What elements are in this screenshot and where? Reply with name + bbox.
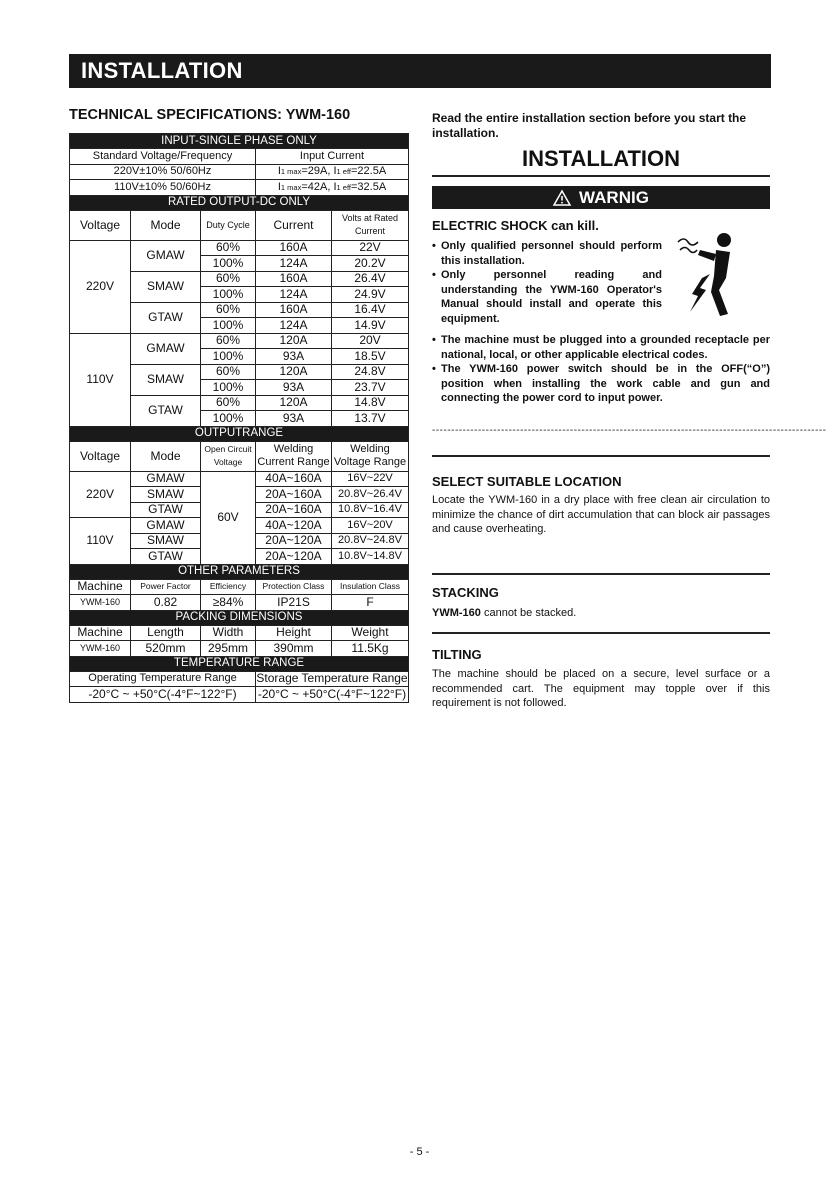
- table-cell: 20A~120A: [256, 533, 332, 549]
- voltage-cell: 220V: [70, 240, 131, 333]
- divider: [432, 573, 770, 575]
- table-cell: SMAW: [131, 487, 201, 503]
- table-cell: 124A: [256, 287, 332, 303]
- column-header: Voltage: [70, 441, 131, 471]
- table-cell: 20A~160A: [256, 487, 332, 503]
- warning-bullet: • The machine must be plugged into a grounded receptacle per national, local, or other applicable electrical codes.: [432, 333, 770, 362]
- table-cell: 160A: [256, 302, 332, 318]
- table-row: [70, 426, 409, 441]
- table-cell: 11.5Kg: [332, 641, 409, 657]
- table-row: [70, 149, 409, 165]
- column-header: Height: [256, 625, 332, 641]
- table-cell: 10.8V~14.8V: [332, 549, 409, 565]
- table-cell: ≥84%: [201, 595, 256, 611]
- table-cell: 14.8V: [332, 395, 409, 411]
- page-banner: INSTALLATION: [69, 54, 771, 88]
- column-header: Voltage: [70, 210, 131, 240]
- table-cell: 93A: [256, 380, 332, 396]
- voltage-cell: 110V: [70, 333, 131, 426]
- table-cell: YWM-160: [70, 595, 131, 611]
- table-row: [70, 471, 409, 487]
- table-cell: 520mm: [131, 641, 201, 657]
- table-cell: 100%: [201, 287, 256, 303]
- divider: [432, 632, 770, 634]
- table-cell: 60%: [201, 271, 256, 287]
- warning-list-b: [432, 333, 770, 406]
- table-cell: 93A: [256, 349, 332, 365]
- table-cell: 120A: [256, 395, 332, 411]
- table-row: [70, 671, 409, 687]
- table-cell: 22V: [332, 240, 409, 256]
- section-header: PACKING DIMENSIONS: [70, 610, 409, 625]
- table-row: [70, 656, 409, 671]
- voltage-cell: 110V: [70, 518, 131, 565]
- section-header: RATED OUTPUT-DC ONLY: [70, 195, 409, 210]
- column-header: Machine: [70, 579, 131, 595]
- column-header: Mode: [131, 210, 201, 240]
- column-header: Protection Class: [256, 579, 332, 595]
- table-cell: 16.4V: [332, 302, 409, 318]
- table-cell: 20A~120A: [256, 549, 332, 565]
- input-current-part: =42A, I: [301, 180, 337, 193]
- dashed-separator: -------------------------------------------------------------------------------------------------------: [432, 425, 827, 436]
- table-cell: 124A: [256, 256, 332, 272]
- input-current-cell: [256, 164, 409, 180]
- stacking-sentence: cannot be stacked.: [480, 607, 577, 619]
- table-row: [70, 180, 409, 196]
- table-cell: 20A~160A: [256, 502, 332, 518]
- mode-cell: SMAW: [131, 364, 201, 395]
- warning-list-a: [432, 239, 662, 326]
- column-header: Storage Temperature Range: [256, 671, 408, 686]
- table-cell: 40A~120A: [256, 518, 332, 534]
- table-cell: 20.2V: [332, 256, 409, 272]
- divider: [432, 175, 770, 177]
- mode-cell: GTAW: [131, 302, 201, 333]
- table-cell: 18.5V: [332, 349, 409, 365]
- column-header: Operating Temperature Range: [70, 671, 256, 687]
- table-cell: 24.8V: [332, 364, 409, 380]
- table-cell: 93A: [256, 411, 332, 427]
- table-cell: -20°C ~ +50°C(-4°F~122°F): [70, 687, 256, 703]
- warning-triangle-icon: [553, 190, 571, 206]
- location-text: Locate the YWM-160 in a dry place with free clean air circulation to minimize the chance of dirt accumulation that can block air passages and cause overheating.: [432, 494, 770, 535]
- table-cell: 100%: [201, 256, 256, 272]
- table-cell: 160A: [256, 271, 332, 287]
- input-current-part: 1 eff: [336, 182, 351, 192]
- input-current-part: 1 max: [280, 167, 302, 177]
- column-header: Width: [201, 625, 256, 641]
- intro-text: Read the entire installation section before you start the installation.: [432, 111, 747, 140]
- mode-cell: GMAW: [131, 333, 201, 364]
- warning-bar: [432, 186, 770, 209]
- mode-cell: GMAW: [131, 240, 201, 271]
- warning-bullet: • Only qualified personnel should perform this installation.: [432, 239, 662, 268]
- table-cell: 26.4V: [332, 271, 409, 287]
- table-row: [70, 333, 409, 349]
- table-cell: 390mm: [256, 641, 332, 657]
- table-cell: 60%: [201, 364, 256, 380]
- input-current-part: I: [277, 180, 281, 193]
- table-cell: 220V±10% 50/60Hz: [70, 164, 256, 180]
- table-cell: 60%: [201, 333, 256, 349]
- column-header: Welding Current Range: [256, 441, 332, 471]
- table-row: [70, 579, 409, 595]
- table-row: [70, 134, 409, 149]
- installation-title: INSTALLATION: [521, 146, 681, 171]
- column-header: Insulation Class: [332, 579, 409, 595]
- table-cell: -20°C ~ +50°C(-4°F~122°F): [256, 687, 409, 703]
- table-cell: 40A~160A: [256, 471, 332, 487]
- column-header: Weight: [332, 625, 409, 641]
- table-cell: 10.8V~16.4V: [332, 502, 409, 518]
- table-row: [70, 625, 409, 641]
- electric-shock-hazard-icon: [672, 228, 744, 325]
- table-cell: GTAW: [131, 549, 201, 565]
- table-cell: 16V~20V: [332, 518, 409, 534]
- table-cell: IP21S: [256, 595, 332, 611]
- stacking-heading: STACKING: [432, 585, 499, 600]
- table-cell: 124A: [256, 318, 332, 334]
- tilting-heading: TILTING: [432, 647, 482, 662]
- table-cell: GMAW: [131, 471, 201, 487]
- voltage-cell: 220V: [70, 471, 131, 518]
- mode-cell: GTAW: [131, 395, 201, 426]
- input-current-part: =32.5A: [350, 180, 387, 193]
- spec-table: [69, 133, 409, 703]
- column-header: Welding Voltage Range: [332, 441, 409, 471]
- table-cell: 295mm: [201, 641, 256, 657]
- warning-label: WARNIG: [579, 187, 649, 207]
- table-cell: 60%: [201, 240, 256, 256]
- column-header: Input Current: [256, 149, 409, 165]
- table-cell: 160A: [256, 240, 332, 256]
- section-header: INPUT-SINGLE PHASE ONLY: [70, 134, 409, 149]
- divider: [432, 455, 770, 457]
- location-heading: SELECT SUITABLE LOCATION: [432, 474, 622, 489]
- table-cell: 110V±10% 50/60Hz: [70, 180, 256, 196]
- column-header: Power Factor: [131, 579, 201, 595]
- input-current-part: 1 eff: [336, 167, 351, 177]
- page-number: - 5 -: [409, 1146, 430, 1158]
- shock-heading: ELECTRIC SHOCK can kill.: [432, 218, 599, 233]
- table-row: [70, 195, 409, 210]
- table-cell: SMAW: [131, 533, 201, 549]
- column-header: Standard Voltage/Frequency: [70, 149, 256, 165]
- column-header: Mode: [131, 441, 201, 471]
- column-header: Volts at Rated Current: [332, 210, 409, 240]
- table-cell: 60%: [201, 302, 256, 318]
- table-row: [70, 564, 409, 579]
- input-current-part: =22.5A: [350, 165, 387, 178]
- table-row: [70, 441, 409, 471]
- table-cell: 120A: [256, 333, 332, 349]
- table-cell: 20.8V~26.4V: [332, 487, 409, 503]
- column-header: Efficiency: [201, 579, 256, 595]
- table-cell: 13.7V: [332, 411, 409, 427]
- table-row: [70, 595, 409, 611]
- table-cell: YWM-160: [70, 641, 131, 657]
- section-header: TEMPERATURE RANGE: [70, 656, 409, 671]
- table-cell: 100%: [201, 349, 256, 365]
- stacking-text: [432, 606, 770, 621]
- warning-bullet: • The YWM-160 power switch should be in the OFF(“O”) position when installing the work cable and gun and connecting the power cord to input power.: [432, 362, 770, 406]
- table-row: [70, 240, 409, 256]
- column-header: Duty Cycle: [201, 210, 256, 240]
- table-cell: GTAW: [131, 502, 201, 518]
- column-header: Machine: [70, 625, 131, 641]
- table-cell: 16V~22V: [332, 471, 409, 487]
- table-cell: 100%: [201, 411, 256, 427]
- ocv-cell: 60V: [201, 471, 256, 564]
- table-cell: 24.9V: [332, 287, 409, 303]
- section-header: OUTPUTRANGE: [70, 426, 409, 441]
- table-row: [70, 164, 409, 180]
- table-cell: 20.8V~24.8V: [332, 533, 409, 549]
- table-cell: GMAW: [131, 518, 201, 534]
- input-current-part: 1 max: [280, 182, 302, 192]
- table-cell: 20V: [332, 333, 409, 349]
- column-header: Open Circuit Voltage: [201, 441, 256, 471]
- table-cell: 100%: [201, 380, 256, 396]
- table-row: [70, 687, 409, 703]
- table-cell: 23.7V: [332, 380, 409, 396]
- table-row: [70, 610, 409, 625]
- warning-bullet: • Only personnel reading and understanding the YWM-160 Operator's Manual should install and operate this equipment.: [432, 268, 662, 326]
- table-cell: 60%: [201, 395, 256, 411]
- section-header: OTHER PARAMETERS: [70, 564, 409, 579]
- table-row: [70, 641, 409, 657]
- table-row: [70, 210, 409, 240]
- tilting-text: The machine should be placed on a secure, level surface or a recommended cart. The equipment may topple over if this requirement is not followed.: [432, 668, 770, 709]
- input-current-cell: [256, 180, 409, 196]
- table-cell: F: [332, 595, 409, 611]
- stacking-model: YWM-160: [432, 607, 481, 619]
- table-cell: 100%: [201, 318, 256, 334]
- table-cell: 14.9V: [332, 318, 409, 334]
- spec-title: TECHNICAL SPECIFICATIONS: YWM-160: [69, 107, 351, 123]
- input-current-part: I: [277, 165, 281, 178]
- input-current-part: =29A, I: [301, 165, 337, 178]
- table-cell: 0.82: [131, 595, 201, 611]
- column-header: Length: [131, 625, 201, 641]
- mode-cell: SMAW: [131, 271, 201, 302]
- table-cell: 120A: [256, 364, 332, 380]
- column-header: Current: [256, 210, 332, 240]
